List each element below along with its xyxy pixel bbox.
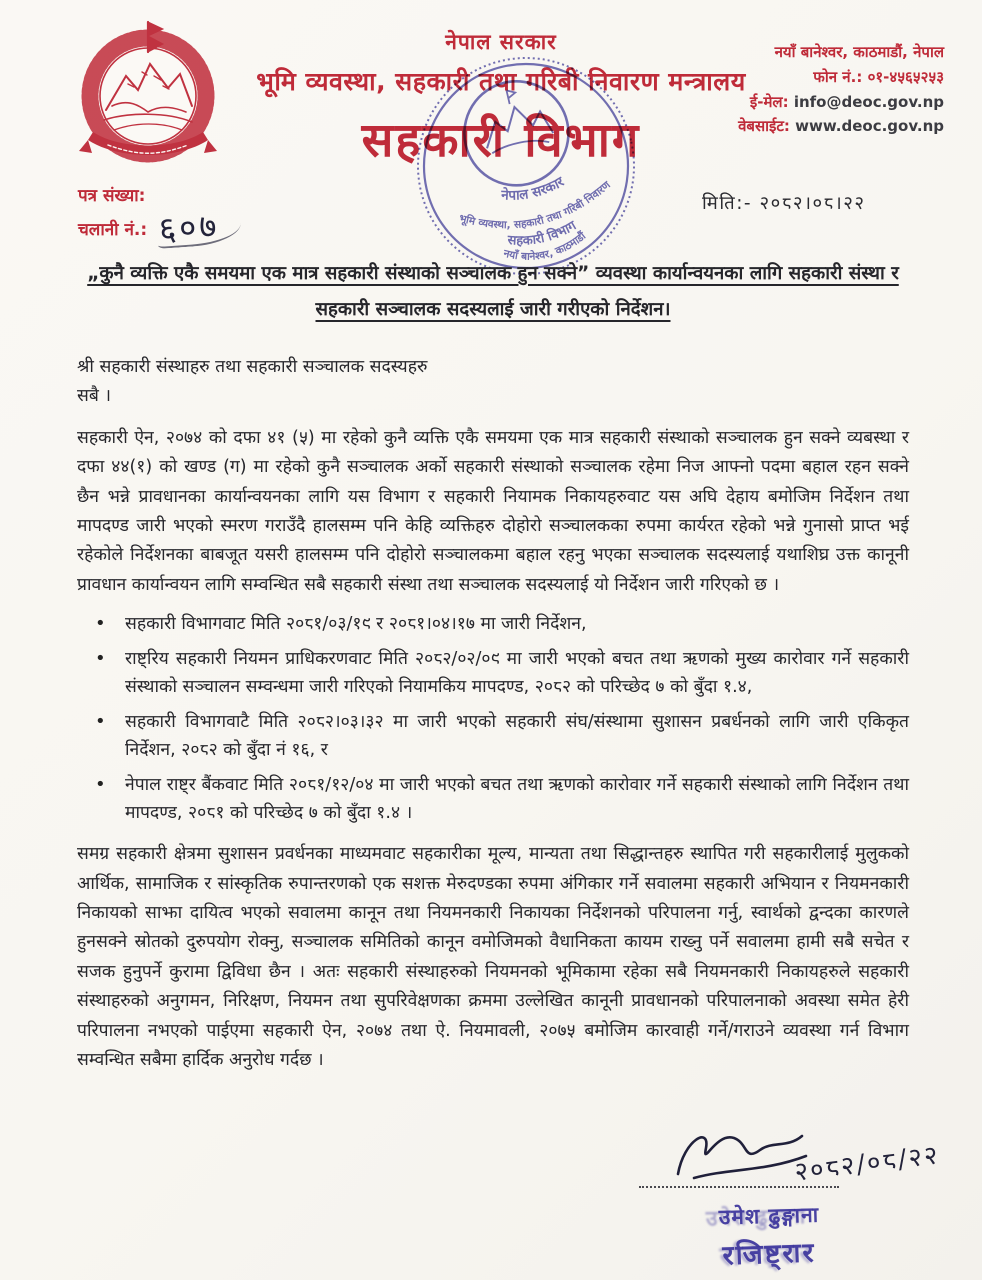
letter-body xyxy=(77,256,909,1075)
paragraph-1: सहकारी ऐन, २०७४ को दफा ४१ (५) मा रहेको कुनै व्यक्ति एकै समयमा एक मात्र सहकारी संस्थाको सञ्चालक हुन सक्ने व्यबस्था र दफा ४४(१) को खण्ड (ग) मा रहेको कुनै सञ्चालक अर्को सहकारी संस्थाको सञ्चालक रहेमा निज आफ्नो पदमा बहाल रहन सक्ने छैन भन्ने प्रावधानका कार्यान्वयनका लागि यस विभाग र सहकारी नियामक निकायहरुवाट यस अघि देहाय बमोजिम निर्देशन तथा मापदण्ड जारी भएको स्मरण गराउँदै हालसम्म पनि केहि व्यक्तिहरु दोहोरो सञ्चालकका रुपमा कार्यरत रहेको भन्ने गुनासो प्राप्त भई रहेकोले निर्देशनका बाबजूत यसरी हालसम्म पनि दोहोरो सञ्चालकमा बहाल रहनु भएका सञ्चालक सदस्यलाई यथाशिघ्र उक्त कानूनी प्रावधान कार्यान्वयन लागि सम्वन्धित सबै सहकारी संस्था तथा सञ्चालक सदस्यलाई यो निर्देशन जारी गरिएको छ । xyxy=(77,427,909,595)
list-item: • सहकारी विभागवाटै मिति २०८२।०३।३२ मा जारी भएको सहकारी संघ/संस्थामा सुशासन प्रबर्धनको लागि जारी एकिकृत निर्देशन, २०८२ को बुँदा नं १६, र xyxy=(119,708,909,764)
website-line xyxy=(738,114,944,139)
email-value: info@deoc.gov.np xyxy=(793,92,944,111)
list-item: • नेपाल राष्ट्र बैंकवाट मिति २०८१/१२/०४ मा जारी भएको बचत तथा ऋणको कारोवार गर्ने सहकारी संस्थाको लागि निर्देशन तथा मापदण्ड, २०८१ को परिच्छेद ७ को बुँदा १.४ । xyxy=(119,771,909,827)
list-item: • राष्ट्रिय सहकारी नियमन प्राधिकरणवाट मिति २०८२/०२/०९ मा जारी भएको बचत तथा ऋणको मुख्य कारोवार गर्ने सहकारी संस्थाको सञ्चालन सम्वन्धमा जारी गरिएको नियामकिय मापदण्ड, २०८२ को परिच्छेद ७ को बुँदा १.४, xyxy=(119,645,909,701)
paragraph-2: समग्र सहकारी क्षेत्रमा सुशासन प्रवर्धनका माध्यमवाट सहकारीका मूल्य, मान्यता तथा सिद्धान्तहरु स्थापित गरी सहकारीलाई मुलुकको आर्थिक, सामाजिक र सांस्कृतिक रुपान्तरणको एक सशक्त मेरुदण्डका रुपमा अंगिकार गर्ने सवालमा सहकारी अभियान र नियमनकारी निकायको साझा दायित्व भएको सवालमा कानून तथा नियमनकारी निकायका निर्देशनको परिपालना गर्नु, स्वार्थको द्वन्दका कारणले हुनसक्ने स्रोतको दुरुपयोग रोक्नु, सञ्चालक समितिको कानून वमोजिमको वैधानिकता कायम राख्नु पर्ने सवालमा हामी सबै सचेत र सजक हुनुपर्ने कुरामा द्विविधा छैन । अतः सहकारी संस्थाहरुको नियमनको भूमिकामा रहेका सबै नियमनकारी निकायहरुले सहकारी संस्थाहरुको अनुगमन, निरिक्षण, नियमन तथा सुपरिवेक्षणका क्रममा उल्लेखित कानूनी प्रावधानको परिपालनाको अवस्था समेत हेरी परिपालना नभएको पाईएमा सहकारी ऐन, २०७४ तथा ऐ. नियमावली, २०७५ बमोजिम कारवाही गर्ने/गराउने व्यवस्था गर्न विभाग सम्वन्धित सबैमा हार्दिक अनुरोध गर्दछ । xyxy=(77,844,909,1070)
dispatch-number-handwritten: ६०७ xyxy=(156,209,243,248)
stamp-text-government: नेपाल सरकार xyxy=(500,173,567,204)
salutation xyxy=(77,353,909,411)
ref-number-label: पत्र संख्या: xyxy=(78,186,146,206)
stamp-text-ministry: भूमि व्यवस्था, सहकारी तथा गरिबी निवारण xyxy=(457,179,613,232)
signatory-name-stamp: उमेश ढुङ्गाना xyxy=(718,1202,820,1230)
directive-list xyxy=(95,610,909,827)
website-value: www.deoc.gov.np xyxy=(795,117,944,136)
signature-scribble xyxy=(604,1122,942,1188)
date-line xyxy=(702,190,865,215)
stamp-text-address: नयाँ बानेश्वर, काठमाडौं xyxy=(502,230,589,263)
signature-dotted-line xyxy=(639,1186,839,1188)
dispatch-row xyxy=(78,205,242,250)
svg-text:सहकारी विभाग xyxy=(503,217,581,254)
subject-line: „कुनै व्यक्ति एकै समयमा एक मात्र सहकारी संस्थाको सञ्चालक हुन सक्ने” व्यवस्था कार्यान्वयनका लागि सहकारी संस्था र सहकारी सञ्चालक सदस्यलाई जारी गरीएको निर्देशन। xyxy=(87,263,899,321)
address-line: नयाँ बानेश्वर, काठमाडौं, नेपाल xyxy=(774,43,944,61)
svg-text:नेपाल सरकार xyxy=(496,172,568,209)
government-name: नेपाल सरकार xyxy=(445,30,557,54)
phone-value: ०१-४५६५२५३ xyxy=(867,67,944,86)
date-label: मिति:- xyxy=(702,193,753,214)
reference-block xyxy=(78,180,242,250)
stamp-text-department: सहकारी विभाग xyxy=(507,218,579,249)
list-item: • सहकारी विभागवाट मिति २०८१/०३/१९ र २०८१।०४।१७ मा जारी निर्देशन, xyxy=(119,610,909,638)
ministry-name: भूमि व्यवस्था, सहकारी तथा गरिबी निवारण मन्त्रालय xyxy=(256,67,746,96)
signature-date-handwritten: २०८२/०८/२२ xyxy=(793,1140,942,1188)
salutation-addressee: श्री सहकारी संस्थाहरु तथा सहकारी सञ्चालक सदस्यहरु xyxy=(77,357,428,378)
email-label: ई-मेल: xyxy=(749,92,789,111)
signature-block xyxy=(604,1122,942,1272)
website-label: वेबसाईट: xyxy=(738,117,790,136)
salutation-all: सबै । xyxy=(77,386,112,406)
department-name: सहकारी विभाग xyxy=(361,113,641,168)
phone-line xyxy=(738,65,944,90)
signatory-title-stamp: रजिष्ट्रार xyxy=(722,1237,817,1272)
contact-block xyxy=(738,40,944,139)
letterhead xyxy=(180,28,822,170)
dispatch-label: चलानी नं.: xyxy=(78,219,148,240)
phone-label: फोन नं.: xyxy=(813,67,863,86)
svg-text:भूमि व्यवस्था, सहकारी तथा गरिब xyxy=(455,178,618,246)
date-value: २०८२।०८।२२ xyxy=(759,193,866,214)
email-line xyxy=(738,90,944,115)
